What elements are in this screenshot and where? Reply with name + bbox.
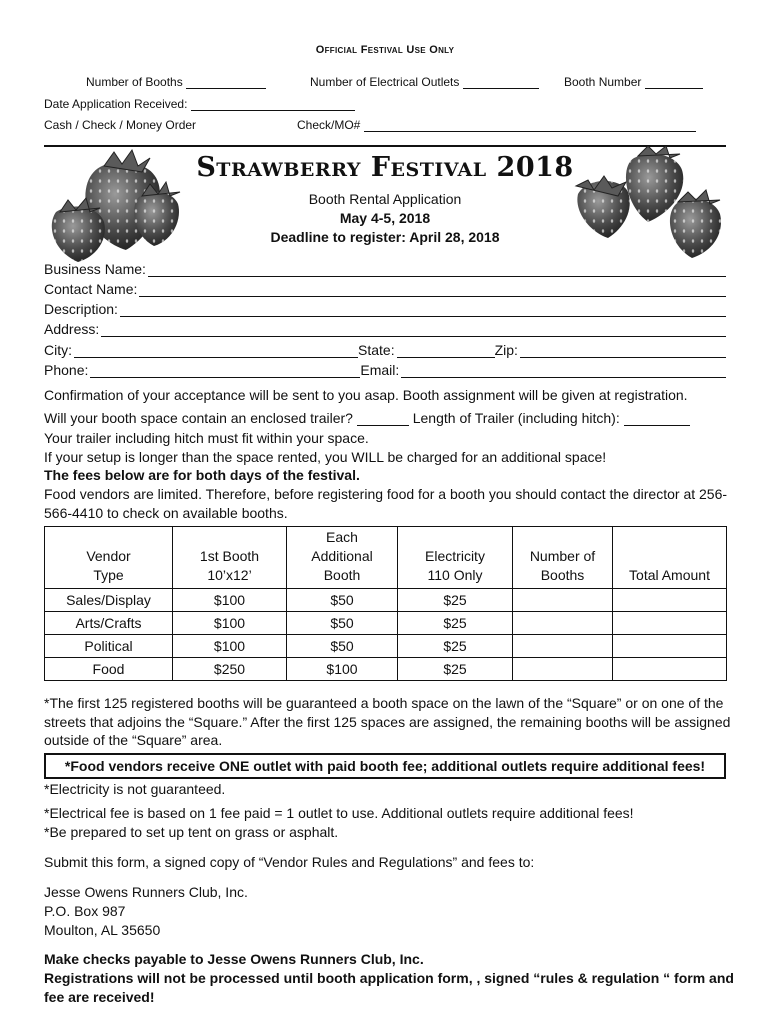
contact-name-label: Contact Name: <box>44 281 138 297</box>
state-label: State: <box>358 342 395 358</box>
vendor-type-cell: Political <box>45 635 173 658</box>
check-mo-input-line[interactable] <box>364 131 696 132</box>
office-use-heading: Official Festival Use Only <box>315 44 455 56</box>
outlets-field <box>310 75 539 89</box>
contact-name-input-line[interactable] <box>139 282 726 297</box>
number-of-booths-input[interactable] <box>513 589 613 612</box>
description-field <box>44 298 726 317</box>
zip-label: Zip: <box>494 342 518 358</box>
electricity-not-guaranteed-note: *Electricity is not guaranteed. <box>44 781 226 797</box>
contact-name-field <box>44 278 726 297</box>
header-first-booth: 1st Booth 10’x12’ <box>173 527 287 589</box>
city-state-zip-row <box>44 339 726 358</box>
check-mo-label: Check/MO# <box>297 118 361 132</box>
phone-input-line[interactable] <box>90 363 360 378</box>
electrical-fee-note: *Electrical fee is based on 1 fee paid = 1 outlet to use. Additional outlets require additional fees! <box>44 805 634 821</box>
header-vendor-type: Vendor Type <box>45 527 173 589</box>
header-additional-booth: Each Additional Booth <box>287 527 398 589</box>
outlets-label: Number of Electrical Outlets <box>310 75 460 89</box>
electricity-cell: $25 <box>398 658 513 681</box>
tent-note: *Be prepared to set up tent on grass or asphalt. <box>44 824 339 840</box>
number-of-booths-input[interactable] <box>513 658 613 681</box>
first-booth-cell: $100 <box>173 635 287 658</box>
trailer-fit-text: Your trailer including hitch must fit within your space. <box>44 430 369 446</box>
number-of-booths-input[interactable] <box>513 612 613 635</box>
food-outlet-notice: *Food vendors receive ONE outlet with paid booth fee; additional outlets require additional fees! <box>44 753 726 779</box>
phone-label: Phone: <box>44 362 89 378</box>
electricity-cell: $25 <box>398 635 513 658</box>
form-subtitle: Booth Rental Application <box>308 191 462 207</box>
date-received-input-line[interactable] <box>191 110 355 111</box>
total-amount-input[interactable] <box>613 589 727 612</box>
festival-title: Strawberry Festival 2018 <box>196 152 574 183</box>
mailing-address-line2: P.O. Box 987 <box>44 903 126 919</box>
booth-number-input-line[interactable] <box>645 88 703 89</box>
registration-requirements-text: Registrations will not be processed until booth application form, , signed “rules & regulation “ form and fee are received! <box>44 970 734 1005</box>
zip-input-line[interactable] <box>520 343 726 358</box>
address-field <box>44 318 726 337</box>
electricity-cell: $25 <box>398 612 513 635</box>
total-amount-input[interactable] <box>613 612 727 635</box>
first-125-note: *The first 125 registered booths will be guaranteed a booth space on the lawn of the “Square” or on one of the streets that adjoins the “Square.” After the first 125 spaces are assigned, the remaining booths will be assigned outside of the “Square” area. <box>44 695 731 748</box>
vendor-type-cell: Food <box>45 658 173 681</box>
city-input-line[interactable] <box>74 343 358 358</box>
submit-instructions: Submit this form, a signed copy of “Vendor Rules and Regulations” and fees to: <box>44 854 535 870</box>
booths-field <box>86 75 266 89</box>
trailer-question-row <box>44 410 690 426</box>
total-amount-input[interactable] <box>613 658 727 681</box>
confirmation-text: Confirmation of your acceptance will be sent to you asap. Booth assignment will be given at registration. <box>44 387 688 403</box>
outlets-input-line[interactable] <box>463 88 539 89</box>
additional-booth-cell: $50 <box>287 612 398 635</box>
description-input-line[interactable] <box>120 302 726 317</box>
header-total-amount: Total Amount <box>613 527 727 589</box>
electricity-cell: $25 <box>398 589 513 612</box>
festival-dates: May 4-5, 2018 <box>339 210 431 226</box>
table-row <box>45 589 727 612</box>
booth-number-label: Booth Number <box>564 75 642 89</box>
additional-booth-cell: $100 <box>287 658 398 681</box>
address-label: Address: <box>44 321 100 337</box>
address-input-line[interactable] <box>101 322 726 337</box>
table-row <box>45 612 727 635</box>
checks-payable-text: Make checks payable to Jesse Owens Runners Club, Inc. <box>44 951 424 967</box>
email-label: Email: <box>360 362 400 378</box>
vendor-type-cell: Arts/Crafts <box>45 612 173 635</box>
city-label: City: <box>44 342 72 358</box>
email-input-line[interactable] <box>401 363 726 378</box>
date-received-field <box>44 97 355 111</box>
registration-deadline: Deadline to register: April 28, 2018 <box>270 229 500 245</box>
first-booth-cell: $100 <box>173 589 287 612</box>
check-mo-field <box>297 118 696 132</box>
date-received-label: Date Application Received: <box>44 97 188 111</box>
phone-email-row <box>44 359 726 378</box>
booths-label: Number of Booths <box>86 75 183 89</box>
mailing-address-line3: Moulton, AL 35650 <box>44 922 161 938</box>
business-name-label: Business Name: <box>44 261 146 277</box>
booths-input-line[interactable] <box>186 88 266 89</box>
trailer-answer-line[interactable] <box>357 425 409 426</box>
booth-number-field <box>564 75 703 89</box>
additional-booth-cell: $50 <box>287 589 398 612</box>
description-label: Description: <box>44 301 118 317</box>
table-row <box>45 635 727 658</box>
first-booth-cell: $100 <box>173 612 287 635</box>
trailer-length-line[interactable] <box>624 425 690 426</box>
food-limited-text: Food vendors are limited. Therefore, before registering food for a booth you should contact the director at 256-566-4410 to check on available booths. <box>44 486 728 521</box>
header-number-of-booths: Number of Booths <box>513 527 613 589</box>
header-electricity: Electricity 110 Only <box>398 527 513 589</box>
additional-booth-cell: $50 <box>287 635 398 658</box>
payment-method-label: Cash / Check / Money Order <box>44 118 197 132</box>
fee-table <box>44 526 727 681</box>
fees-both-days-text: The fees below are for both days of the festival. <box>44 467 360 483</box>
number-of-booths-input[interactable] <box>513 635 613 658</box>
table-row <box>45 658 727 681</box>
vendor-type-cell: Sales/Display <box>45 589 173 612</box>
mailing-address-line1: Jesse Owens Runners Club, Inc. <box>44 884 248 900</box>
total-amount-input[interactable] <box>613 635 727 658</box>
business-name-field <box>44 258 726 277</box>
state-input-line[interactable] <box>397 343 495 358</box>
trailer-charge-text: If your setup is longer than the space rented, you WILL be charged for an additional space! <box>44 449 607 465</box>
trailer-question-label: Will your booth space contain an enclosed trailer? <box>44 410 353 426</box>
first-booth-cell: $250 <box>173 658 287 681</box>
business-name-input-line[interactable] <box>148 262 726 277</box>
fee-table-header-row <box>45 527 727 589</box>
trailer-length-label: Length of Trailer (including hitch): <box>412 410 620 426</box>
